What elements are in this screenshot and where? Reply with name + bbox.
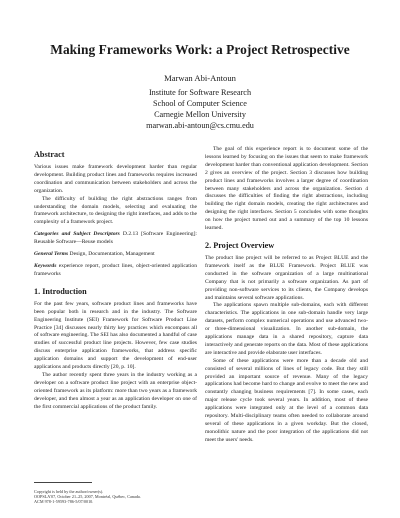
- project-overview-heading: 2. Project Overview: [205, 240, 275, 250]
- affiliation-line-1: Institute for Software Research: [148, 88, 252, 97]
- affiliation-line-3: Carnegie Mellon University: [154, 110, 246, 119]
- abstract-paragraph-2: The difficulty of building the right abstractions ranges from understanding the domain models, selecting and evaluating the framework architecture, to designing the right interfaces, and adds to the complexity of a framework project.: [34, 195, 197, 226]
- left-column: [34, 150, 197, 411]
- footnote-line-2: OOPSLA'07, October 21–25, 2007, Montréal, Québec, Canada.: [34, 494, 141, 500]
- goal-paragraph: The goal of this experience report is to document some of the lessons learned by focusing on the issues that seem to make framework development harder than conventional application development. Section 2 gives an overview of the project. Section 3 discusses how building product lines and frameworks involves a larger degree of coordination between many stakeholders and across the organization. Section 4 discusses the difficulties of finding the right abstractions, including building the right domain models, creating the right architectures and designing the right interfaces. Section 5 concludes with some thoughts on how the project turned out and a summary of the top 10 lessons learned.: [205, 146, 368, 232]
- author-block: [0, 73, 400, 131]
- general-terms-label: General Terms: [34, 251, 69, 258]
- abstract-heading: Abstract: [34, 150, 65, 159]
- categories-text: D.2.13 [Software Engineering]: Reusable Software—Reuse models: [34, 231, 197, 246]
- copyright-footnote: [34, 482, 197, 505]
- footnote-line-1: Copyright is held by the author/owner(s).: [34, 489, 104, 494]
- abstract-paragraph-1: Various issues make framework development harder than regular development. Building product lines and frameworks requires increased coordination and communication between stakeholders and across the organization.: [34, 164, 197, 194]
- introduction-heading: 1. Introduction: [34, 286, 87, 296]
- keywords-line: [34, 263, 197, 279]
- overview-paragraph-1: The product line project will be referred to as Project BLUE and the framework itself as the BLUE Framework. Project BLUE was conducted in the software organization of a large multinational Company that is not primarily a software organization. As part of providing non-software services to its clients, the Company develops and maintains several software applications.: [205, 254, 368, 301]
- keywords-label: Keywords: [34, 262, 57, 269]
- affiliation-line-2: School of Computer Science: [153, 99, 247, 108]
- introduction-paragraph-2: The author recently spent three years in the industry working as a developer on a software product line project with an enterprise object-oriented framework as its platform: more than two years as a framework developer, and then almost a year as an application developer on one of the first commercial applications of the product family.: [34, 371, 197, 410]
- overview-paragraph-3: Some of these applications were more than a decade old and consisted of several millions of lines of legacy code. But they still provided an important source of revenue. Many of the legacy applications had become hard to change and evolve to meet the new and constantly changing business requirements [7]. In some cases, each major release cycle took several years. In addition, most of these applications were integrated only at the level of a common data repository. Multi-disciplinary teams often needed to collaborate around several of these applications in a given workday. But the closed, monolithic nature and the poor integration of the applications did not meet the users' needs.: [205, 357, 368, 443]
- overview-paragraph-2: The applications spawn multiple sub-domains, each with different characteristics. The applications in one sub-domain handle very large datasets, perform complex numerical operations and use advanced two- or three-dimensional visualization. In another sub-domain, the applications manage data in a shared repository, capture data interactively and generate reports on the data. Most of these applications are interactive and provide elaborate user interfaces.: [205, 302, 368, 356]
- right-column: [205, 146, 368, 445]
- keywords-text: experience report, product lines, object-oriented application frameworks: [34, 262, 197, 277]
- general-terms-text: Design, Documentation, Management: [69, 251, 155, 258]
- footnote-line-3: ACM 978-1-59593-786-5/07/0010.: [34, 499, 94, 505]
- author-name: Marwan Abi-Antoun: [164, 73, 236, 83]
- general-terms-line: [34, 251, 197, 259]
- categories-line: [34, 231, 197, 247]
- author-email: marwan.abi-antoun@cs.cmu.edu: [146, 121, 254, 130]
- categories-label: Categories and Subject Descriptors: [34, 231, 120, 238]
- introduction-paragraph-1: For the past few years, software product lines and frameworks have been popular both in research and in the industry. The Software Engineering Institute (SEI) Framework for Software Product Line Practice [34] discusses nearly thirty key practices which encompass all of software engineering. The SEI has also documented a handful of case studies of successful product line projects. However, few case studies discuss enterprise application frameworks, that address specific application domains and support the development of end-user applications and products directly [20, p. 10].: [34, 300, 197, 371]
- paper-title: Making Frameworks Work: a Project Retrospective: [50, 42, 350, 57]
- footnote-rule: [34, 482, 92, 483]
